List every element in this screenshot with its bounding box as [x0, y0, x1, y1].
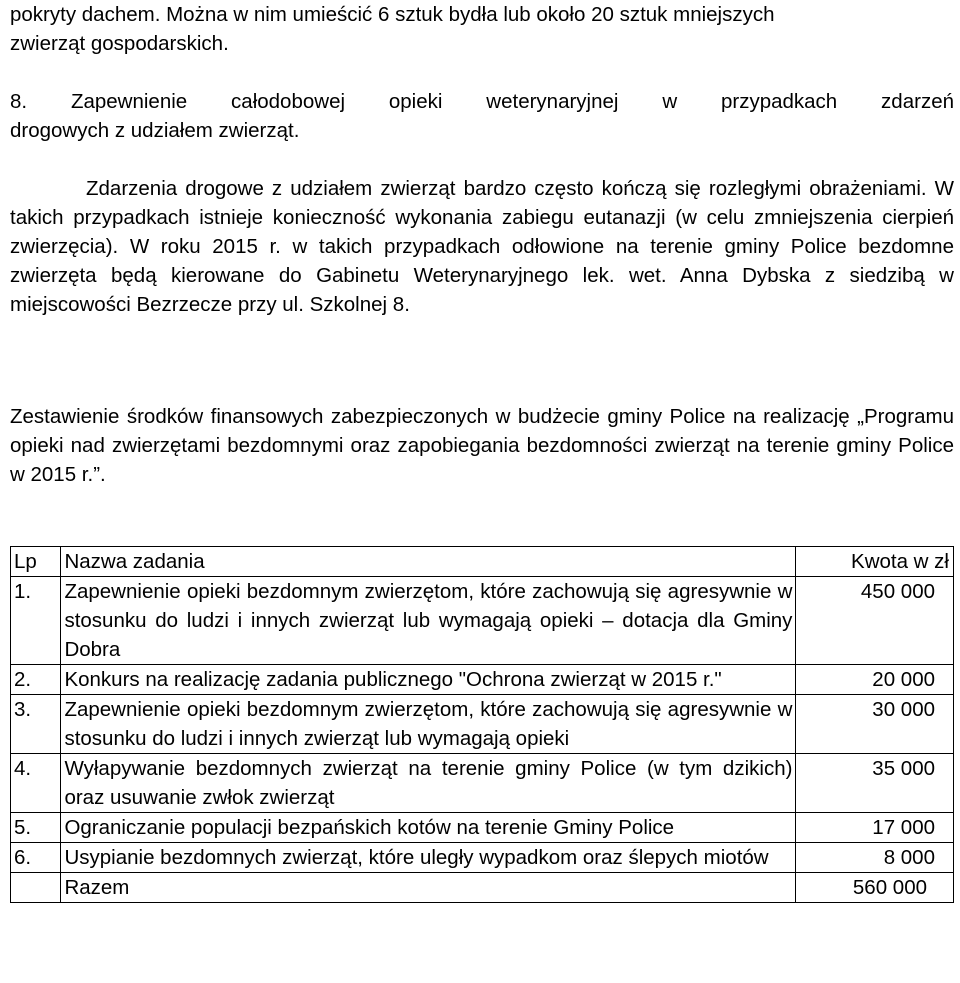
table-total-row [11, 873, 954, 903]
row-amount: 20 000 [796, 665, 954, 695]
table-row [11, 695, 954, 754]
row-lp: 5. [11, 813, 61, 843]
row-lp: 6. [11, 843, 61, 873]
table-row [11, 665, 954, 695]
total-lp-empty [11, 873, 61, 903]
row-amount: 8 000 [796, 843, 954, 873]
row-name: Konkurs na realizację zadania publicznego "Ochrona zwierząt w 2015 r." [61, 665, 796, 695]
section-8-paragraph: Zdarzenia drogowe z udziałem zwierząt bardzo często kończą się rozległymi obrażeniami. W takich przypadkach istnieje konieczność wykonania zabiegu eutanazji (w celu zmniejszenia cierpień zwierzęcia). W roku 2015 r. w takich przypadkach odłowione na terenie gminy Police bezdomne zwierzęta będą kierowane do Gabinetu Weterynaryjnego lek. wet. Anna Dybska z siedzibą w miejscowości Bezrzecze przy ul. Szkolnej 8. [10, 177, 954, 316]
table-header-row [11, 547, 954, 577]
header-name: Nazwa zadania [61, 547, 796, 577]
row-name: Zapewnienie opieki bezdomnym zwierzętom, które zachowują się agresywnie w stosunku do ludzi i innych zwierząt lub wymagają opieki [61, 695, 796, 754]
row-name: Usypianie bezdomnych zwierząt, które uległy wypadkom oraz ślepych miotów [61, 843, 796, 873]
funding-table [10, 546, 954, 903]
row-amount: 35 000 [796, 754, 954, 813]
row-amount: 450 000 [796, 577, 954, 665]
table-row [11, 813, 954, 843]
row-name: Wyłapywanie bezdomnych zwierząt na terenie gminy Police (w tym dzikich) oraz usuwanie zwłok zwierząt [61, 754, 796, 813]
total-amount: 560 000 [796, 873, 954, 903]
row-lp: 1. [11, 577, 61, 665]
total-label: Razem [61, 873, 796, 903]
row-name: Ograniczanie populacji bezpańskich kotów na terenie Gminy Police [61, 813, 796, 843]
header-lp: Lp [11, 547, 61, 577]
section-8-heading-line-2: drogowych z udziałem zwierząt. [10, 119, 300, 142]
row-name: Zapewnienie opieki bezdomnym zwierzętom, które zachowują się agresywnie w stosunku do ludzi i innych zwierząt lub wymagają opieki – dotacja dla Gminy Dobra [61, 577, 796, 665]
header-amount: Kwota w zł [796, 547, 954, 577]
row-lp: 4. [11, 754, 61, 813]
table-row [11, 754, 954, 813]
table-row [11, 843, 954, 873]
row-amount: 30 000 [796, 695, 954, 754]
intro-line-1: pokryty dachem. Można w nim umieścić 6 sztuk bydła lub około 20 sztuk mniejszych [10, 3, 775, 26]
intro-line-2: zwierząt gospodarskich. [10, 32, 229, 55]
section-8-heading-line-1: 8. Zapewnienie całodobowej opieki weterynaryjnej w przypadkach zdarzeń [10, 90, 954, 113]
row-lp: 3. [11, 695, 61, 754]
row-amount: 17 000 [796, 813, 954, 843]
funding-summary: Zestawienie środków finansowych zabezpieczonych w budżecie gminy Police na realizację „Programu opieki nad zwierzętami bezdomnymi oraz zapobiegania bezdomności zwierząt na terenie gminy Police w 2015 r.”. [10, 405, 954, 486]
row-lp: 2. [11, 665, 61, 695]
table-row [11, 577, 954, 665]
